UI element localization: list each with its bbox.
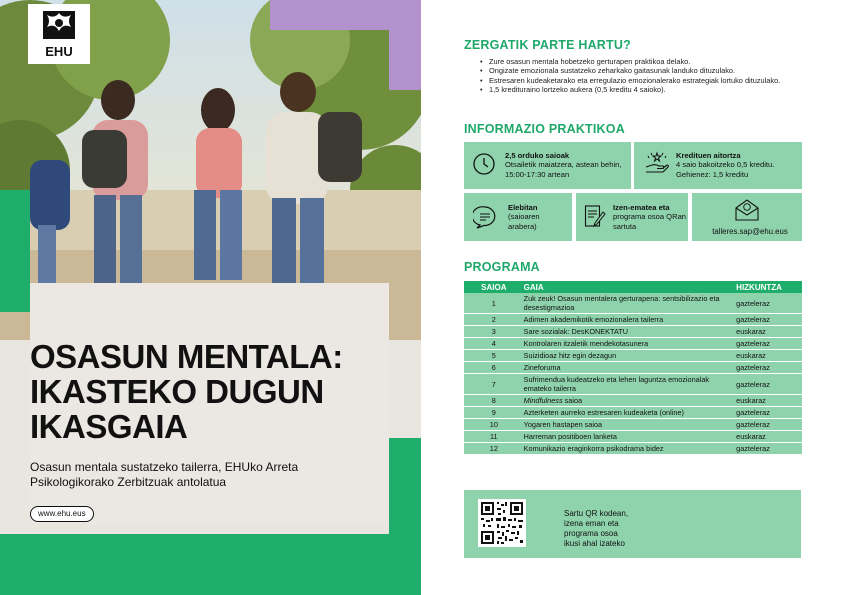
why-heading: ZERGATIK PARTE HARTU? xyxy=(464,38,631,52)
row-topic: Sare sozialak: DesKONEKTATU xyxy=(524,326,735,338)
credits-title: Kredituen aitortza xyxy=(676,151,741,160)
green-accent-left xyxy=(0,190,30,312)
row-topic: Zuk zeuk! Osasun mentalera gerturapena: sentsibilizazio eta desestigmazioa xyxy=(524,293,735,314)
why-list xyxy=(480,57,810,95)
speech-bubble-icon xyxy=(473,205,497,229)
qr-line-3: programa osoa xyxy=(564,529,618,538)
row-topic-rest: saioa xyxy=(562,396,583,405)
row-topic: Suizidioaz hitz egin dezagun xyxy=(524,350,735,362)
row-topic: Kontrolaren itzaletik mendekotasunera xyxy=(524,338,735,350)
poster-subtitle: Osasun mentala sustatzeko tailerra, EHUko Arreta Psikologikorako Zerbitzuak antolatua xyxy=(30,460,299,489)
row-number: 6 xyxy=(464,362,524,374)
logo-text: EHU xyxy=(45,44,73,59)
signup-text: programa osoa QRan sartuta xyxy=(613,212,687,231)
title-line-1: OSASUN MENTALA: xyxy=(30,338,343,375)
why-item: • Estresaren kudeaketarako eta erregulazio emozionalerako estrategiak lortuko dituzulako. xyxy=(480,76,810,85)
row-topic: Harreman positiboen lanketa xyxy=(524,431,735,443)
info-heading: INFORMAZIO PRAKTIKOA xyxy=(464,122,625,136)
row-language: euskaraz xyxy=(734,431,802,443)
table-row xyxy=(464,314,802,326)
row-language: euskaraz xyxy=(734,350,802,362)
why-item: • 1,5 kredituraino lortzeko aukera (0,5 kreditu 4 saioko). xyxy=(480,85,810,94)
row-topic-emphasis: Mindfulness xyxy=(523,396,563,405)
row-language: euskaraz xyxy=(734,395,802,407)
row-number: 2 xyxy=(464,314,524,326)
table-row xyxy=(464,419,802,431)
ehu-logo xyxy=(28,4,90,64)
row-language: gazteleraz xyxy=(734,338,802,350)
language-text: (saioaren arabera) xyxy=(508,212,540,231)
table-row xyxy=(464,362,802,374)
credits-text: 4 saio bakoitzeko 0,5 kreditu. Gehienez: 1,5 kreditu xyxy=(676,160,775,179)
qr-line-4: ikusi ahal izateko xyxy=(564,539,625,548)
table-row xyxy=(464,338,802,350)
program-heading: PROGRAMA xyxy=(464,260,540,274)
row-number: 1 xyxy=(464,293,524,314)
purple-accent-vertical xyxy=(389,0,421,90)
row-language: gazteleraz xyxy=(734,314,802,326)
table-row xyxy=(464,443,802,455)
row-topic: Azterketen aurreko estresaren kudeaketa (online) xyxy=(524,407,735,419)
row-topic: Adimen akademikotik emozionalera tailerra xyxy=(524,314,735,326)
col-header-language: HIZKUNTZA xyxy=(734,281,802,293)
col-header-topic: GAIA xyxy=(524,281,735,293)
table-row xyxy=(464,326,802,338)
website-link[interactable]: www.ehu.eus xyxy=(30,506,94,522)
row-number: 9 xyxy=(464,407,524,419)
row-number: 3 xyxy=(464,326,524,338)
language-title: Elebitan xyxy=(508,203,538,212)
why-item: • Zure osasun mentala hobetzeko gerturapen praktikoa delako. xyxy=(480,57,810,66)
poster-title xyxy=(30,339,390,444)
schedule-text: Otsailetik maiatzera, astean behin, 15:00-17:30 artean xyxy=(505,160,622,179)
title-line-2: IKASTEKO DUGUN xyxy=(30,373,324,410)
qr-line-2: izena eman eta xyxy=(564,519,619,528)
row-language: gazteleraz xyxy=(734,293,802,314)
row-topic: Sufrimendua kudeatzeko eta lehen laguntza emozionalak emateko tailerra xyxy=(524,374,735,395)
signup-title: Izen-ematea eta xyxy=(613,203,670,212)
schedule-box xyxy=(464,142,631,189)
why-item: • Ongizate emozionala sustatzeko zeharkako gaitasunak landuko dituzulako. xyxy=(480,66,810,75)
schedule-title: 2,5 orduko saioak xyxy=(505,151,570,160)
row-number: 5 xyxy=(464,350,524,362)
col-header-session: SAIOA xyxy=(464,281,524,293)
table-row xyxy=(464,350,802,362)
row-number: 11 xyxy=(464,431,524,443)
row-language: gazteleraz xyxy=(734,443,802,455)
green-accent-bottom xyxy=(0,534,421,595)
email-box xyxy=(692,193,802,241)
row-topic xyxy=(524,395,735,407)
table-row xyxy=(464,395,802,407)
signup-box xyxy=(576,193,688,241)
credits-box xyxy=(634,142,802,189)
row-number: 10 xyxy=(464,419,524,431)
row-language: gazteleraz xyxy=(734,419,802,431)
table-row xyxy=(464,374,802,395)
row-number: 8 xyxy=(464,395,524,407)
program-table xyxy=(464,281,802,455)
clock-icon xyxy=(472,152,496,176)
hand-stars-icon xyxy=(644,150,670,176)
row-language: gazteleraz xyxy=(734,362,802,374)
qr-line-1: Sartu QR kodean, xyxy=(564,509,629,518)
row-topic: Komunikazio eraginkorra psikodrama bidez xyxy=(524,443,735,455)
row-topic: Zineforuma xyxy=(524,362,735,374)
form-pen-icon xyxy=(584,204,606,230)
table-row xyxy=(464,407,802,419)
email-envelope-icon xyxy=(734,198,760,222)
table-row xyxy=(464,293,802,314)
title-line-3: IKASGAIA xyxy=(30,408,188,445)
row-number: 12 xyxy=(464,443,524,455)
email-link[interactable]: talleres.sap@ehu.eus xyxy=(712,227,788,236)
qr-instructions xyxy=(564,509,628,549)
language-box xyxy=(464,193,572,241)
row-number: 7 xyxy=(464,374,524,395)
row-number: 4 xyxy=(464,338,524,350)
qr-box xyxy=(464,490,801,558)
row-language: euskaraz xyxy=(734,326,802,338)
qr-code-icon[interactable] xyxy=(478,499,526,547)
row-language: gazteleraz xyxy=(734,374,802,395)
table-row xyxy=(464,431,802,443)
ehu-logo-mark-icon xyxy=(28,4,90,64)
row-topic: Yogaren hastapen saioa xyxy=(524,419,735,431)
row-language: gazteleraz xyxy=(734,407,802,419)
